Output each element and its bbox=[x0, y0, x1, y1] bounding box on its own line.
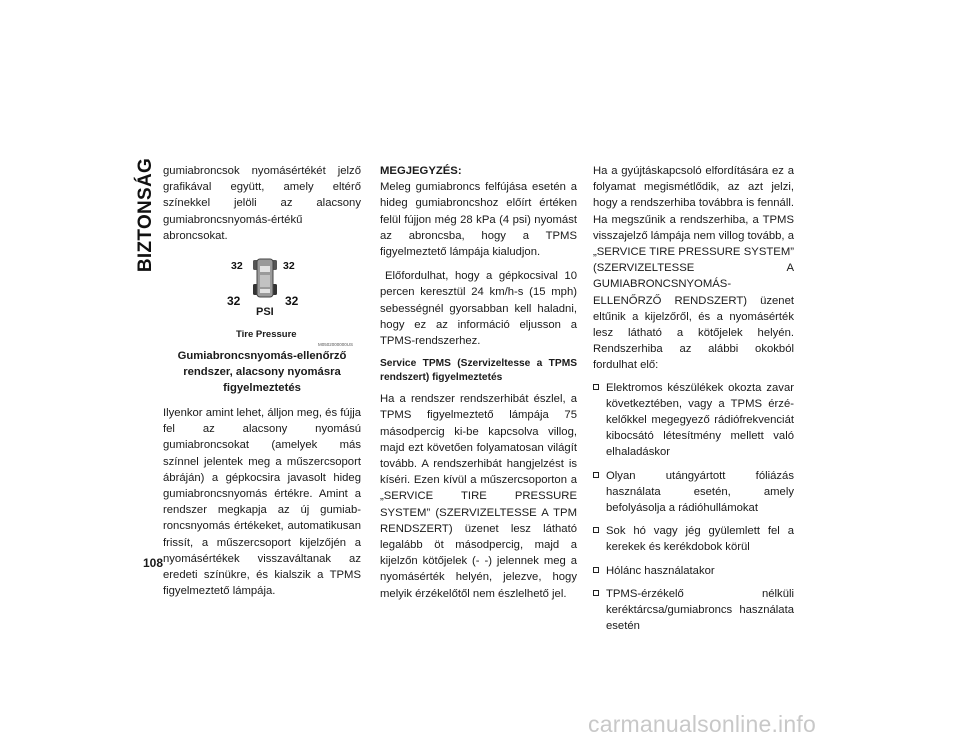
list-item: Hólánc használatakor bbox=[593, 563, 794, 579]
list-item: Sok hó vagy jég gyülemlett fel a kerekek és kerékdobok körül bbox=[593, 523, 794, 555]
figure-caption: Gumiabroncsnyomás-ellenőrző rendszer, alacsony nyomásra figyelmeztetés bbox=[177, 350, 347, 395]
checkbox-bullet-icon bbox=[593, 384, 599, 390]
checkbox-bullet-icon bbox=[593, 472, 599, 478]
tire-pressure-rear-right: 32 bbox=[285, 294, 299, 309]
figure-reference-code: M0502000000US bbox=[318, 342, 354, 348]
vehicle-top-view-icon bbox=[251, 258, 279, 298]
column-1 bbox=[163, 163, 361, 607]
column-3 bbox=[593, 163, 794, 641]
section-side-tab bbox=[133, 150, 159, 280]
fault-cause-list bbox=[593, 380, 794, 635]
list-item: Elektromos készülékek okozta zavar következtében, vagy a TPMS érzékelőkkel megegyező rádiófrekvenciát kibocsátó létesítmény mellett való elhaladáskor bbox=[593, 380, 794, 461]
column-2 bbox=[380, 163, 577, 610]
tire-pressure-front-left: 32 bbox=[231, 260, 243, 273]
list-item: Olyan utángyártott fóliázás használata esetén, amely befolyásolja a rádióhullámokat bbox=[593, 468, 794, 517]
list-item: TPMS-érzékelő nélküli keréktárcsa/gumiabroncs használata esetén bbox=[593, 586, 794, 635]
pressure-unit-label: PSI bbox=[256, 306, 274, 319]
tire-pressure-front-right: 32 bbox=[283, 260, 295, 273]
checkbox-bullet-icon bbox=[593, 567, 599, 573]
page-number: 108 bbox=[143, 556, 164, 570]
service-tpms-heading: Service TPMS (Szervizeltesse a TPMS rendszert) figyelmeztetés bbox=[380, 358, 577, 384]
tire-pressure-rear-left: 32 bbox=[227, 294, 241, 309]
col1-body: Ilyenkor amint lehet, álljon meg, és fújja fel az alacsony nyomású gumiabroncsokat (amelyek más színnel jelentek meg a műszercsoport ábráján) a gépkocsira javasolt hideg gumiabroncsnyomás értékre. Amint a rendszer megkapja az új gumiabroncsnyomás értékeket, automatikusan frissít, a műszercsoport kijelzőjén a nyomásértékek visszaváltanak az eredeti színükre, és kialszik a TPMS figyelmeztető lámpája. bbox=[163, 407, 361, 598]
checkbox-bullet-icon bbox=[593, 527, 599, 533]
col3-body: Ha a gyújtáskapcsoló elfordítására ez a folyamat megismétlődik, az azt jelzi, hogy a rendszerhiba továbbra is fennáll. Ha megszűnik a rendszerhiba, a TPMS visszajelző lámpája nem villog tovább, a „SERVICE TIRE PRESSURE SYSTEM” (SZERVIZELTESSE A GUMIABRONCSNYOMÁS-ELLENŐRZŐ RENDSZERT) üzenet eltűnik a kijelzőről, és a nyomásérték lesz látható a kötőjelek helyén. Rendszerhiba az alábbi okokból fordulhat elő: bbox=[593, 165, 794, 372]
figure-display-label: Tire Pressure bbox=[236, 329, 297, 341]
note-heading: MEGJEGYZÉS: bbox=[380, 165, 462, 177]
tire-pressure-figure bbox=[163, 252, 361, 348]
site-watermark: carmanualsonline.info bbox=[588, 711, 816, 737]
note-paragraph-2: Előfordulhat, hogy a gépkocsival 10 percen keresztül 24 km/h-s (15 mph) sebességnél gyorsabban kell haladni, hogy ez az információ eljusson a TPMS-rendszerhez. bbox=[380, 270, 577, 348]
checkbox-bullet-icon bbox=[593, 590, 599, 596]
note-paragraph-1: Meleg gumiabroncs felfújása esetén a hideg gumiabroncshoz előírt értéken felül fújjon még 28 kPa (4 psi) nyomást az abroncsba, hogy a TPMS figyelmeztető lámpája kialudjon. bbox=[380, 181, 577, 259]
col2-body: Ha a rendszer rendszerhibát észlel, a TPMS figyelmeztető lámpája 75 másodpercig ki-be kapcsolva villog, majd ezt követően folyamatosan világít tovább. A rendszerhibát hangjelzést is kíséri. Ezen kívül a műszercsoporton a „SERVICE TIRE PRESSURE SYSTEM” (SZERVIZELTESSE A TPM RENDSZERT) üzenet lesz látható legalább öt másodpercig, majd a kijelzőn kötőjelek (- -) jelennek meg a nyomásérték helyén, jelezve, hogy melyik érzékelőtől nem észlelhető jel. bbox=[380, 393, 577, 600]
col1-intro: gumiabroncsok nyomásértékét jelző grafikával együtt, amely eltérő színekkel jelöli az alacsony gumiabroncsnyomás-értékű abroncsokat. bbox=[163, 165, 361, 242]
section-title: BIZTONSÁG bbox=[135, 157, 156, 273]
